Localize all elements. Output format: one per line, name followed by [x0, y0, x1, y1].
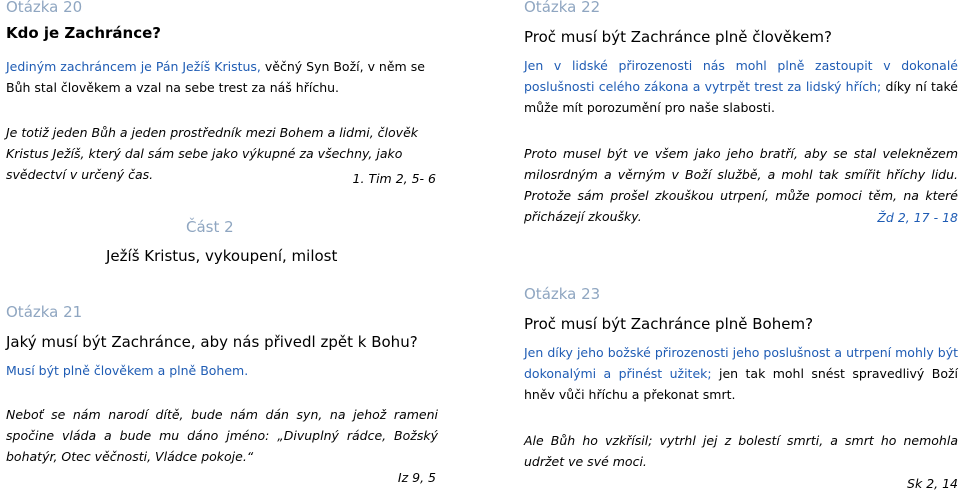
q20-quote: Je totiž jeden Bůh a jeden prostředník mezi Bohem a lidmi, člověk Kristus Ježíš, který dal sám sebe jako výkupné za všechny, jako svědectví v určený čas. [6, 125, 418, 182]
q22-answer [524, 55, 958, 118]
q20-number: Otázka 20 [6, 0, 83, 16]
q22-answer-highlight: Jen v lidské přirozenosti nás mohl plně zastoupit v dokonalé poslušnosti celého zákona a vytrpět trest za lidský hřích; [524, 58, 958, 94]
q23-answer [524, 342, 958, 405]
q21-number: Otázka 21 [6, 303, 83, 321]
q20-title: Kdo je Zachránce? [6, 24, 161, 42]
q23-number: Otázka 23 [524, 285, 601, 303]
q23-answer-rest: jen tak mohl snést spravedlivý Boží hněv vůči hříchu a překonat smrt. [524, 366, 958, 402]
q22-answer-rest: díky ní také může mít porozumění pro naše slabosti. [524, 79, 958, 115]
q20-answer-rest: věčný Syn Boží, v něm se Bůh stal člověkem a vzal na sebe trest za náš hříchu. [6, 59, 425, 95]
q22-number: Otázka 22 [524, 0, 601, 16]
q23-title: Proč musí být Zachránce plně Bohem? [524, 315, 814, 333]
part-label: Část 2 [186, 218, 234, 236]
q21-reference: Iz 9, 5 [397, 470, 436, 485]
q23-quote: Ale Bůh ho vzkřísil; vytrhl jej z bolestí smrti, a smrt ho nemohla udržet ve své moci. [524, 433, 958, 469]
q23-answer-highlight: Jen díky jeho božské přirozenosti jeho poslušnost a utrpení mohly být dokonalými a přinést užitek; [524, 345, 958, 381]
q23-reference: Sk 2, 14 [907, 476, 958, 491]
q21-quote: Neboť se nám narodí dítě, bude nám dán syn, na jehož rameni spočine vláda a bude mu dáno jméno: „Divuplný rádce, Božský bohatýr, Otec věčnosti, Vládce pokoje.“ [6, 407, 438, 464]
q21-title: Jaký musí být Zachránce, aby nás přivedl zpět k Bohu? [6, 333, 418, 351]
q20-answer-highlight: Jediným zachráncem je Pán Ježíš Kristus, [6, 59, 261, 74]
q21-answer: Musí být plně člověkem a plně Bohem. [6, 363, 249, 378]
q20-answer [6, 56, 436, 98]
q22-quote: Proto musel být ve všem jako jeho bratří, aby se stal veleknězem milosrdným a věrným v Boží službě, a mohl tak smířit hříchy lidu. Protože sám prošel zkouškou utrpení, může pomoci těm, na které přicházejí zkoušky. [524, 146, 958, 224]
q20-reference: 1. Tim 2, 5- 6 [352, 171, 436, 186]
q22-reference: Žd 2, 17 - 18 [877, 210, 958, 225]
part-title: Ježíš Kristus, vykoupení, milost [106, 247, 338, 265]
q22-title: Proč musí být Zachránce plně člověkem? [524, 28, 832, 46]
